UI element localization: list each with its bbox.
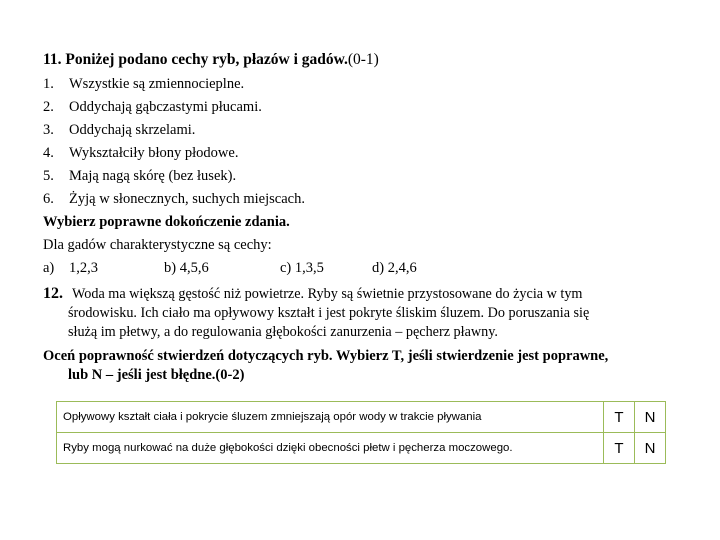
answer-option-b[interactable] [164, 260, 209, 277]
question-11-title [43, 51, 379, 69]
question-12-number: 12. [43, 285, 63, 302]
question-12-text-line: środowisku. Ich ciało ma opływowy kształt i jest pokryte śliskim śluzem. Do poruszania się [68, 305, 590, 321]
item-text: Oddychają gąbczastymi płucami. [69, 99, 262, 115]
item-number: 3. [43, 122, 54, 138]
option-label: c) [280, 260, 292, 276]
table-row [57, 402, 666, 433]
item-number: 4. [43, 145, 54, 161]
question-12-text-line: służą im płetwy, a do regulowania głębokości zanurzenia – pęcherz pławny. [68, 324, 498, 340]
question-12-text-line: Woda ma większą gęstość niż powietrze. Ryby są świetnie przystosowane do życia w tym [72, 286, 583, 302]
question-12-instruction-line: Oceń poprawność stwierdzeń dotyczących ryb. Wybierz T, jeśli stwierdzenie jest poprawne, [43, 348, 609, 364]
question-11-instruction: Wybierz poprawne dokończenie zdania. [43, 214, 290, 230]
question-11-number: 11. [43, 51, 62, 68]
option-label: b) [164, 260, 177, 276]
statement-1-false-option[interactable]: N [635, 402, 666, 433]
item-number: 6. [43, 191, 54, 207]
statement-2-false-option[interactable]: N [635, 433, 666, 464]
question-11-stem: Dla gadów charakterystyczne są cechy: [43, 237, 272, 253]
item-text: Wykształciły błony płodowe. [69, 145, 239, 161]
statement-2: Ryby mogą nurkować na duże głębokości dzięki obecności płetw i pęcherza moczowego. [57, 433, 604, 464]
true-false-table [56, 401, 666, 464]
item-text: Żyją w słonecznych, suchych miejscach. [69, 191, 305, 207]
option-value: 2,4,6 [387, 260, 417, 276]
answer-option-c[interactable] [280, 260, 324, 277]
table-row [57, 433, 666, 464]
statement-1-true-option[interactable]: T [604, 402, 635, 433]
question-12-instruction-line: lub N – jeśli jest błędne.(0-2) [68, 367, 245, 383]
item-number: 2. [43, 99, 54, 115]
question-11-heading: Poniżej podano cechy ryb, płazów i gadów. [65, 51, 348, 68]
option-label: a) [43, 260, 55, 276]
item-number: 5. [43, 168, 54, 184]
item-text: Oddychają skrzelami. [69, 122, 196, 138]
option-value: 1,3,5 [294, 260, 324, 276]
statement-2-true-option[interactable]: T [604, 433, 635, 464]
question-11-points: (0-1) [347, 51, 379, 68]
answer-option-d[interactable] [372, 260, 417, 277]
option-label: d) [372, 260, 385, 276]
statement-1: Opływowy kształt ciała i pokrycie śluzem zmniejszają opór wody w trakcie pływania [57, 402, 604, 433]
item-text: Mają nagą skórę (bez łusek). [69, 168, 237, 184]
item-text: Wszystkie są zmiennocieplne. [69, 76, 245, 92]
option-value: 1,2,3 [69, 260, 98, 276]
item-number: 1. [43, 76, 54, 92]
option-value: 4,5,6 [179, 260, 209, 276]
